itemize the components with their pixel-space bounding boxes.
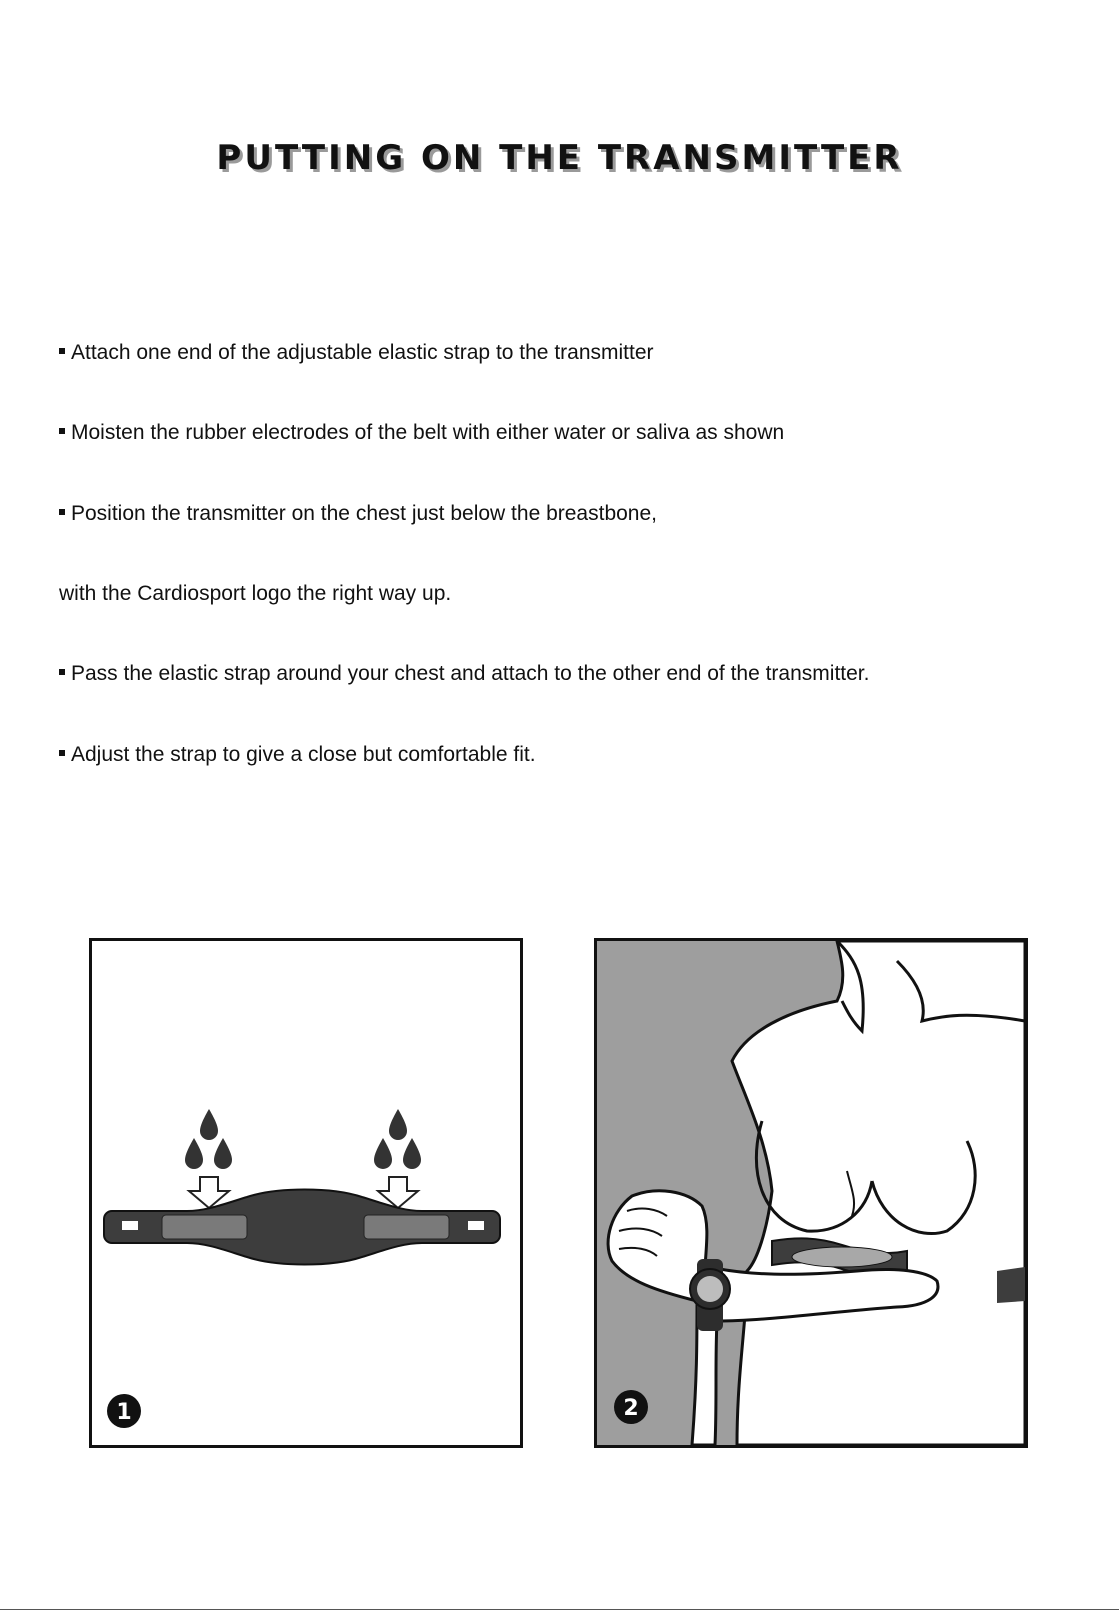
chest-strap-illustration	[92, 941, 520, 1445]
number-circle-icon	[107, 1394, 141, 1428]
down-arrow-icon	[189, 1177, 229, 1208]
person-wearing-strap-illustration	[597, 941, 1025, 1445]
figure-2-panel	[594, 938, 1028, 1448]
chest-strap	[104, 1190, 500, 1265]
instruction-1: Attach one end of the adjustable elastic strap to the transmitter	[59, 341, 654, 365]
figure-1-panel	[89, 938, 523, 1448]
instruction-3-continued: with the Cardiosport logo the right way up.	[59, 582, 452, 605]
instruction-2: Moisten the rubber electrodes of the belt with either water or saliva as shown	[59, 421, 784, 445]
page-bottom-rule	[0, 1609, 1119, 1610]
bullet-icon	[59, 428, 65, 434]
number-circle-icon	[614, 1390, 648, 1424]
instruction-3: Position the transmitter on the chest just below the breastbone,	[59, 502, 657, 526]
page-title: PUTTING ON THE TRANSMITTER	[216, 138, 903, 178]
water-drop-icon	[374, 1109, 421, 1169]
figure-1-number: 1	[116, 1400, 132, 1425]
bullet-icon	[59, 509, 65, 515]
bullet-icon	[59, 348, 65, 354]
bullet-icon	[59, 750, 65, 756]
figure-2-number: 2	[623, 1396, 639, 1421]
instruction-4: Pass the elastic strap around your chest and attach to the other end of the transmitter.	[59, 662, 869, 686]
instruction-5: Adjust the strap to give a close but comfortable fit.	[59, 743, 536, 767]
bullet-icon	[59, 669, 65, 675]
water-drop-icon	[185, 1109, 232, 1169]
